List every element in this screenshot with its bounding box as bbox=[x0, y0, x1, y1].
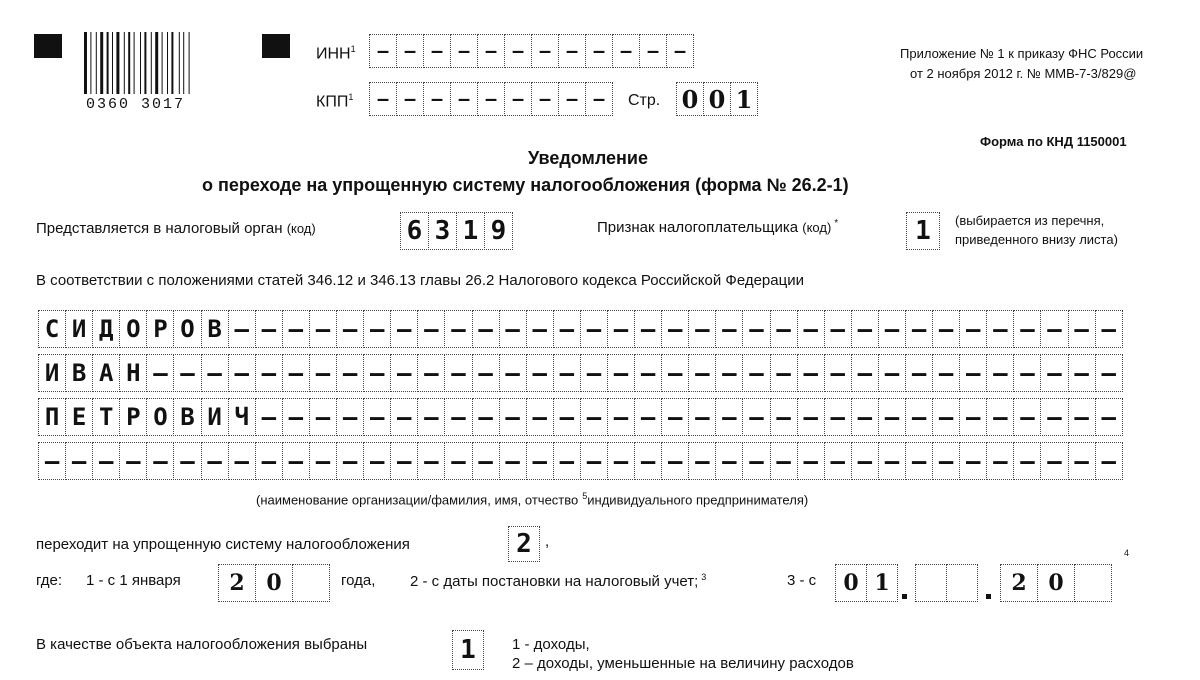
empty-cell[interactable]: – bbox=[770, 310, 798, 348]
inn-label: ИНН$^1$ bbox=[316, 44, 356, 63]
empty-cell[interactable]: – bbox=[932, 442, 960, 480]
empty-cell[interactable]: – bbox=[797, 398, 825, 436]
char-cell[interactable]: П bbox=[38, 398, 66, 436]
empty-cell[interactable]: – bbox=[1095, 310, 1123, 348]
barcode-number: 0360 3017 bbox=[86, 96, 186, 113]
char-cell[interactable]: 2 bbox=[1000, 564, 1038, 602]
empty-cell[interactable]: – bbox=[499, 398, 527, 436]
empty-cell[interactable]: – bbox=[417, 442, 445, 480]
empty-cell[interactable]: – bbox=[228, 310, 256, 348]
empty-cell[interactable]: – bbox=[580, 442, 608, 480]
empty-cell[interactable]: – bbox=[363, 442, 391, 480]
empty-cell[interactable]: – bbox=[1095, 442, 1123, 480]
object-choice-cell[interactable] bbox=[452, 630, 484, 670]
empty-cell[interactable]: – bbox=[770, 442, 798, 480]
option3-month-cells[interactable] bbox=[915, 564, 978, 602]
empty-cell[interactable]: – bbox=[585, 34, 613, 68]
char-cell[interactable]: О bbox=[146, 398, 174, 436]
empty-cell[interactable]: – bbox=[688, 442, 716, 480]
transition-option-cell[interactable] bbox=[508, 526, 540, 562]
empty-cell[interactable]: – bbox=[1068, 354, 1096, 392]
empty-cell[interactable]: – bbox=[797, 354, 825, 392]
char-cell[interactable]: 6 bbox=[400, 212, 429, 250]
char-cell[interactable]: Р bbox=[119, 398, 147, 436]
empty-cell[interactable]: – bbox=[770, 398, 798, 436]
empty-cell[interactable]: – bbox=[477, 34, 505, 68]
empty-cell[interactable]: – bbox=[986, 442, 1014, 480]
empty-cell[interactable]: – bbox=[688, 398, 716, 436]
name-caption: (наименование организации/фамилия, имя, отчество $^5$индивидуального предпринимателя) bbox=[256, 491, 809, 508]
empty-cell[interactable]: – bbox=[932, 310, 960, 348]
empty-cell[interactable]: – bbox=[661, 398, 689, 436]
empty-cell[interactable]: – bbox=[688, 354, 716, 392]
empty-cell[interactable]: – bbox=[531, 34, 559, 68]
empty-cell[interactable]: – bbox=[450, 82, 478, 116]
empty-cell[interactable]: – bbox=[634, 398, 662, 436]
empty-cell[interactable]: – bbox=[472, 354, 500, 392]
empty-cell[interactable]: – bbox=[688, 310, 716, 348]
taxpayer-sign-note-2: приведенного внизу листа) bbox=[955, 232, 1118, 247]
object-label: В качестве объекта налогообложения выбраны bbox=[36, 636, 368, 653]
taxpayer-sign-note-1: (выбирается из перечня, bbox=[955, 213, 1105, 228]
empty-cell[interactable]: – bbox=[770, 354, 798, 392]
empty-cell[interactable]: – bbox=[878, 310, 906, 348]
title-line1: Уведомление bbox=[528, 148, 649, 168]
page-label: Стр. bbox=[628, 92, 661, 109]
barcode-icon bbox=[82, 32, 232, 98]
transition-label: переходит на упрощенную систему налогообложения bbox=[36, 536, 410, 553]
empty-cell[interactable]: – bbox=[851, 354, 879, 392]
empty-cell[interactable]: – bbox=[390, 442, 418, 480]
empty-cell[interactable]: – bbox=[553, 442, 581, 480]
empty-cell[interactable]: – bbox=[1040, 442, 1068, 480]
empty-cell[interactable]: – bbox=[851, 442, 879, 480]
empty-cell[interactable]: – bbox=[585, 82, 613, 116]
empty-cell[interactable]: – bbox=[580, 398, 608, 436]
empty-cell[interactable]: – bbox=[255, 354, 283, 392]
empty-cell[interactable]: – bbox=[336, 398, 364, 436]
empty-cell[interactable]: – bbox=[526, 442, 554, 480]
empty-cell[interactable]: – bbox=[851, 310, 879, 348]
empty-cell[interactable]: – bbox=[444, 354, 472, 392]
empty-cell[interactable]: – bbox=[363, 398, 391, 436]
object-choice-1: 1 - доходы, bbox=[512, 636, 590, 653]
empty-cell[interactable]: – bbox=[450, 34, 478, 68]
empty-cell[interactable]: – bbox=[797, 310, 825, 348]
char-cell[interactable]: 2 bbox=[218, 564, 256, 602]
transition-comma: , bbox=[545, 533, 550, 550]
name-row-firstname[interactable] bbox=[38, 354, 1123, 392]
empty-cell[interactable]: – bbox=[553, 398, 581, 436]
empty-cell[interactable]: – bbox=[38, 442, 66, 480]
inn-cells[interactable] bbox=[369, 34, 694, 68]
empty-cell[interactable]: – bbox=[661, 442, 689, 480]
taxpayer-sign-label: Признак налогоплательщика (код) * bbox=[597, 218, 839, 236]
kpp-label: КПП$^1$ bbox=[316, 92, 354, 111]
date-separator-dot bbox=[902, 594, 907, 599]
char-cell[interactable]: С bbox=[38, 310, 66, 348]
empty-cell[interactable]: – bbox=[905, 442, 933, 480]
empty-cell[interactable]: – bbox=[390, 398, 418, 436]
char-cell[interactable]: 3 bbox=[428, 212, 457, 250]
empty-cell[interactable]: – bbox=[417, 310, 445, 348]
empty-cell[interactable]: – bbox=[612, 34, 640, 68]
empty-cell[interactable]: – bbox=[423, 34, 451, 68]
empty-cell[interactable]: – bbox=[472, 398, 500, 436]
empty-cell[interactable]: – bbox=[173, 354, 201, 392]
char-cell[interactable]: 1 bbox=[866, 564, 898, 602]
empty-cell[interactable]: – bbox=[477, 82, 505, 116]
empty-cell[interactable]: – bbox=[666, 34, 694, 68]
empty-cell[interactable]: – bbox=[1013, 310, 1041, 348]
empty-cell[interactable]: – bbox=[634, 354, 662, 392]
empty-cell[interactable]: – bbox=[1095, 354, 1123, 392]
empty-cell[interactable]: – bbox=[932, 398, 960, 436]
empty-cell[interactable]: – bbox=[986, 310, 1014, 348]
empty-cell[interactable]: – bbox=[742, 442, 770, 480]
empty-cell[interactable]: – bbox=[369, 82, 397, 116]
empty-cell[interactable]: – bbox=[531, 82, 559, 116]
char-cell[interactable]: О bbox=[119, 310, 147, 348]
char-cell[interactable]: Р bbox=[146, 310, 174, 348]
empty-cell[interactable]: – bbox=[878, 354, 906, 392]
empty-cell[interactable]: – bbox=[558, 82, 586, 116]
char-cell[interactable]: 0 bbox=[703, 82, 731, 116]
char-cell[interactable]: И bbox=[201, 398, 229, 436]
empty-cell[interactable]: – bbox=[715, 398, 743, 436]
empty-cell[interactable]: – bbox=[797, 442, 825, 480]
empty-cell[interactable]: – bbox=[173, 442, 201, 480]
empty-cell[interactable]: – bbox=[607, 310, 635, 348]
empty-cell[interactable]: – bbox=[504, 82, 532, 116]
empty-cell[interactable]: – bbox=[255, 442, 283, 480]
empty-cell[interactable]: – bbox=[92, 442, 120, 480]
char-cell[interactable]: 0 bbox=[835, 564, 867, 602]
page-number-cells[interactable] bbox=[676, 82, 758, 116]
empty-cell[interactable]: – bbox=[580, 354, 608, 392]
empty-cell[interactable]: – bbox=[824, 310, 852, 348]
empty-cell[interactable]: – bbox=[1040, 398, 1068, 436]
empty-cell[interactable]: – bbox=[824, 398, 852, 436]
char-cell[interactable]: Н bbox=[119, 354, 147, 392]
empty-cell[interactable]: – bbox=[444, 398, 472, 436]
option3-footnote: 4 bbox=[1124, 548, 1130, 558]
empty-cell[interactable]: – bbox=[558, 34, 586, 68]
char-cell[interactable]: Д bbox=[92, 310, 120, 348]
option3-year-cells[interactable] bbox=[1000, 564, 1112, 602]
empty-cell[interactable]: – bbox=[499, 354, 527, 392]
corner-marker-right bbox=[262, 34, 290, 58]
option1-text: 1 - с 1 января bbox=[86, 572, 181, 589]
empty-cell[interactable]: – bbox=[282, 442, 310, 480]
empty-cell[interactable]: – bbox=[444, 442, 472, 480]
empty-cell[interactable]: – bbox=[146, 442, 174, 480]
empty-cell[interactable]: – bbox=[905, 310, 933, 348]
empty-cell[interactable]: – bbox=[1013, 354, 1041, 392]
empty-cell[interactable]: – bbox=[396, 34, 424, 68]
empty-cell[interactable] bbox=[292, 564, 330, 602]
empty-cell[interactable]: – bbox=[417, 398, 445, 436]
empty-cell[interactable]: – bbox=[499, 442, 527, 480]
empty-cell[interactable]: – bbox=[396, 82, 424, 116]
corner-marker-left bbox=[34, 34, 62, 58]
where-prefix: где: bbox=[36, 572, 63, 589]
empty-cell[interactable]: – bbox=[282, 310, 310, 348]
empty-cell[interactable]: – bbox=[553, 310, 581, 348]
empty-cell[interactable]: – bbox=[201, 442, 229, 480]
empty-cell[interactable]: – bbox=[1095, 398, 1123, 436]
empty-cell[interactable]: – bbox=[146, 354, 174, 392]
char-cell[interactable]: Т bbox=[92, 398, 120, 436]
empty-cell[interactable]: – bbox=[1068, 310, 1096, 348]
empty-cell[interactable]: – bbox=[390, 354, 418, 392]
char-cell[interactable]: В bbox=[65, 354, 93, 392]
empty-cell[interactable]: – bbox=[282, 354, 310, 392]
empty-cell[interactable]: – bbox=[1040, 310, 1068, 348]
empty-cell[interactable]: – bbox=[959, 442, 987, 480]
empty-cell[interactable]: – bbox=[634, 442, 662, 480]
empty-cell[interactable]: – bbox=[526, 310, 554, 348]
empty-cell[interactable]: – bbox=[932, 354, 960, 392]
empty-cell[interactable]: – bbox=[986, 354, 1014, 392]
empty-cell[interactable]: – bbox=[959, 398, 987, 436]
appendix-line1: Приложение № 1 к приказу ФНС России bbox=[900, 46, 1144, 61]
empty-cell[interactable]: – bbox=[986, 398, 1014, 436]
basis-text: В соответствии с положениями статей 346.12 и 346.13 главы 26.2 Налогового кодекса Российской Федерации bbox=[36, 272, 804, 289]
empty-cell[interactable] bbox=[946, 564, 978, 602]
empty-cell[interactable]: – bbox=[607, 442, 635, 480]
empty-cell[interactable]: – bbox=[255, 398, 283, 436]
option3-day-cells[interactable] bbox=[835, 564, 898, 602]
empty-cell[interactable]: – bbox=[824, 354, 852, 392]
empty-cell[interactable]: – bbox=[201, 354, 229, 392]
empty-cell[interactable]: – bbox=[1013, 442, 1041, 480]
empty-cell[interactable]: – bbox=[499, 310, 527, 348]
empty-cell[interactable]: – bbox=[1068, 398, 1096, 436]
empty-cell[interactable]: – bbox=[336, 442, 364, 480]
char-cell[interactable]: 1 bbox=[730, 82, 758, 116]
appendix-line2: от 2 ноября 2012 г. № ММВ-7-3/829@ bbox=[910, 66, 1137, 81]
object-choice-2: 2 – доходы, уменьшенные на величину расходов bbox=[512, 655, 854, 672]
empty-cell[interactable]: – bbox=[119, 442, 147, 480]
char-cell[interactable]: И bbox=[38, 354, 66, 392]
option1-suffix: года, bbox=[341, 572, 376, 589]
empty-cell[interactable]: – bbox=[1040, 354, 1068, 392]
empty-cell[interactable]: – bbox=[959, 354, 987, 392]
empty-cell[interactable]: – bbox=[526, 398, 554, 436]
empty-cell[interactable]: – bbox=[309, 354, 337, 392]
char-cell[interactable]: Ч bbox=[228, 398, 256, 436]
name-row-surname[interactable] bbox=[38, 310, 1123, 348]
empty-cell[interactable]: – bbox=[309, 442, 337, 480]
empty-cell[interactable]: – bbox=[742, 398, 770, 436]
empty-cell[interactable]: – bbox=[715, 442, 743, 480]
empty-cell[interactable]: – bbox=[905, 398, 933, 436]
empty-cell[interactable]: – bbox=[878, 442, 906, 480]
empty-cell[interactable]: – bbox=[715, 354, 743, 392]
char-cell[interactable]: 0 bbox=[1037, 564, 1075, 602]
empty-cell[interactable]: – bbox=[905, 354, 933, 392]
empty-cell[interactable]: – bbox=[255, 310, 283, 348]
char-cell[interactable]: 1 bbox=[456, 212, 485, 250]
empty-cell[interactable]: – bbox=[959, 310, 987, 348]
char-cell[interactable]: 0 bbox=[676, 82, 704, 116]
empty-cell[interactable]: – bbox=[526, 354, 554, 392]
option1-year-cells[interactable] bbox=[218, 564, 330, 602]
empty-cell[interactable]: – bbox=[661, 354, 689, 392]
empty-cell[interactable]: – bbox=[390, 310, 418, 348]
empty-cell[interactable]: – bbox=[363, 354, 391, 392]
title-line2: о переходе на упрощенную систему налогообложения (форма № 26.2-1) bbox=[202, 175, 849, 195]
char-cell[interactable]: О bbox=[173, 310, 201, 348]
empty-cell[interactable]: – bbox=[1068, 442, 1096, 480]
empty-cell[interactable]: – bbox=[878, 398, 906, 436]
empty-cell[interactable]: – bbox=[553, 354, 581, 392]
char-cell[interactable]: 1 bbox=[452, 630, 484, 670]
kpp-cells[interactable] bbox=[369, 82, 613, 116]
name-row-extra[interactable] bbox=[38, 442, 1123, 480]
empty-cell[interactable]: – bbox=[228, 442, 256, 480]
option2-text: 2 - с даты постановки на налоговый учет; $^3$ bbox=[410, 572, 707, 590]
form-code: Форма по КНД 1150001 bbox=[980, 134, 1127, 149]
empty-cell[interactable]: – bbox=[363, 310, 391, 348]
empty-cell[interactable]: – bbox=[282, 398, 310, 436]
char-cell[interactable]: 0 bbox=[255, 564, 293, 602]
empty-cell[interactable]: – bbox=[65, 442, 93, 480]
empty-cell[interactable]: – bbox=[824, 442, 852, 480]
empty-cell[interactable]: – bbox=[444, 310, 472, 348]
empty-cell[interactable]: – bbox=[607, 354, 635, 392]
empty-cell[interactable]: – bbox=[336, 310, 364, 348]
char-cell[interactable]: 2 bbox=[508, 526, 540, 562]
empty-cell[interactable] bbox=[1074, 564, 1112, 602]
empty-cell[interactable]: – bbox=[580, 310, 608, 348]
empty-cell[interactable]: – bbox=[639, 34, 667, 68]
char-cell[interactable]: В bbox=[201, 310, 229, 348]
empty-cell[interactable]: – bbox=[472, 310, 500, 348]
option3-text: 3 - с bbox=[787, 572, 817, 589]
authority-code-cells[interactable] bbox=[400, 212, 513, 250]
char-cell[interactable]: Е bbox=[65, 398, 93, 436]
char-cell[interactable]: 9 bbox=[484, 212, 513, 250]
empty-cell[interactable]: – bbox=[742, 310, 770, 348]
empty-cell[interactable]: – bbox=[472, 442, 500, 480]
empty-cell[interactable]: – bbox=[661, 310, 689, 348]
empty-cell[interactable]: – bbox=[1013, 398, 1041, 436]
empty-cell[interactable]: – bbox=[309, 310, 337, 348]
empty-cell[interactable]: – bbox=[336, 354, 364, 392]
char-cell[interactable]: А bbox=[92, 354, 120, 392]
taxpayer-sign-cell[interactable] bbox=[906, 212, 940, 250]
empty-cell[interactable]: – bbox=[369, 34, 397, 68]
empty-cell[interactable]: – bbox=[742, 354, 770, 392]
empty-cell[interactable] bbox=[915, 564, 947, 602]
empty-cell[interactable]: – bbox=[634, 310, 662, 348]
empty-cell[interactable]: – bbox=[417, 354, 445, 392]
empty-cell[interactable]: – bbox=[228, 354, 256, 392]
empty-cell[interactable]: – bbox=[309, 398, 337, 436]
name-row-patronymic[interactable] bbox=[38, 398, 1123, 436]
char-cell[interactable]: В bbox=[173, 398, 201, 436]
authority-label: Представляется в налоговый орган (код) bbox=[36, 220, 316, 237]
empty-cell[interactable]: – bbox=[851, 398, 879, 436]
empty-cell[interactable]: – bbox=[423, 82, 451, 116]
char-cell[interactable]: И bbox=[65, 310, 93, 348]
empty-cell[interactable]: – bbox=[504, 34, 532, 68]
date-separator-dot bbox=[986, 594, 991, 599]
char-cell[interactable]: 1 bbox=[906, 212, 940, 250]
empty-cell[interactable]: – bbox=[607, 398, 635, 436]
empty-cell[interactable]: – bbox=[715, 310, 743, 348]
